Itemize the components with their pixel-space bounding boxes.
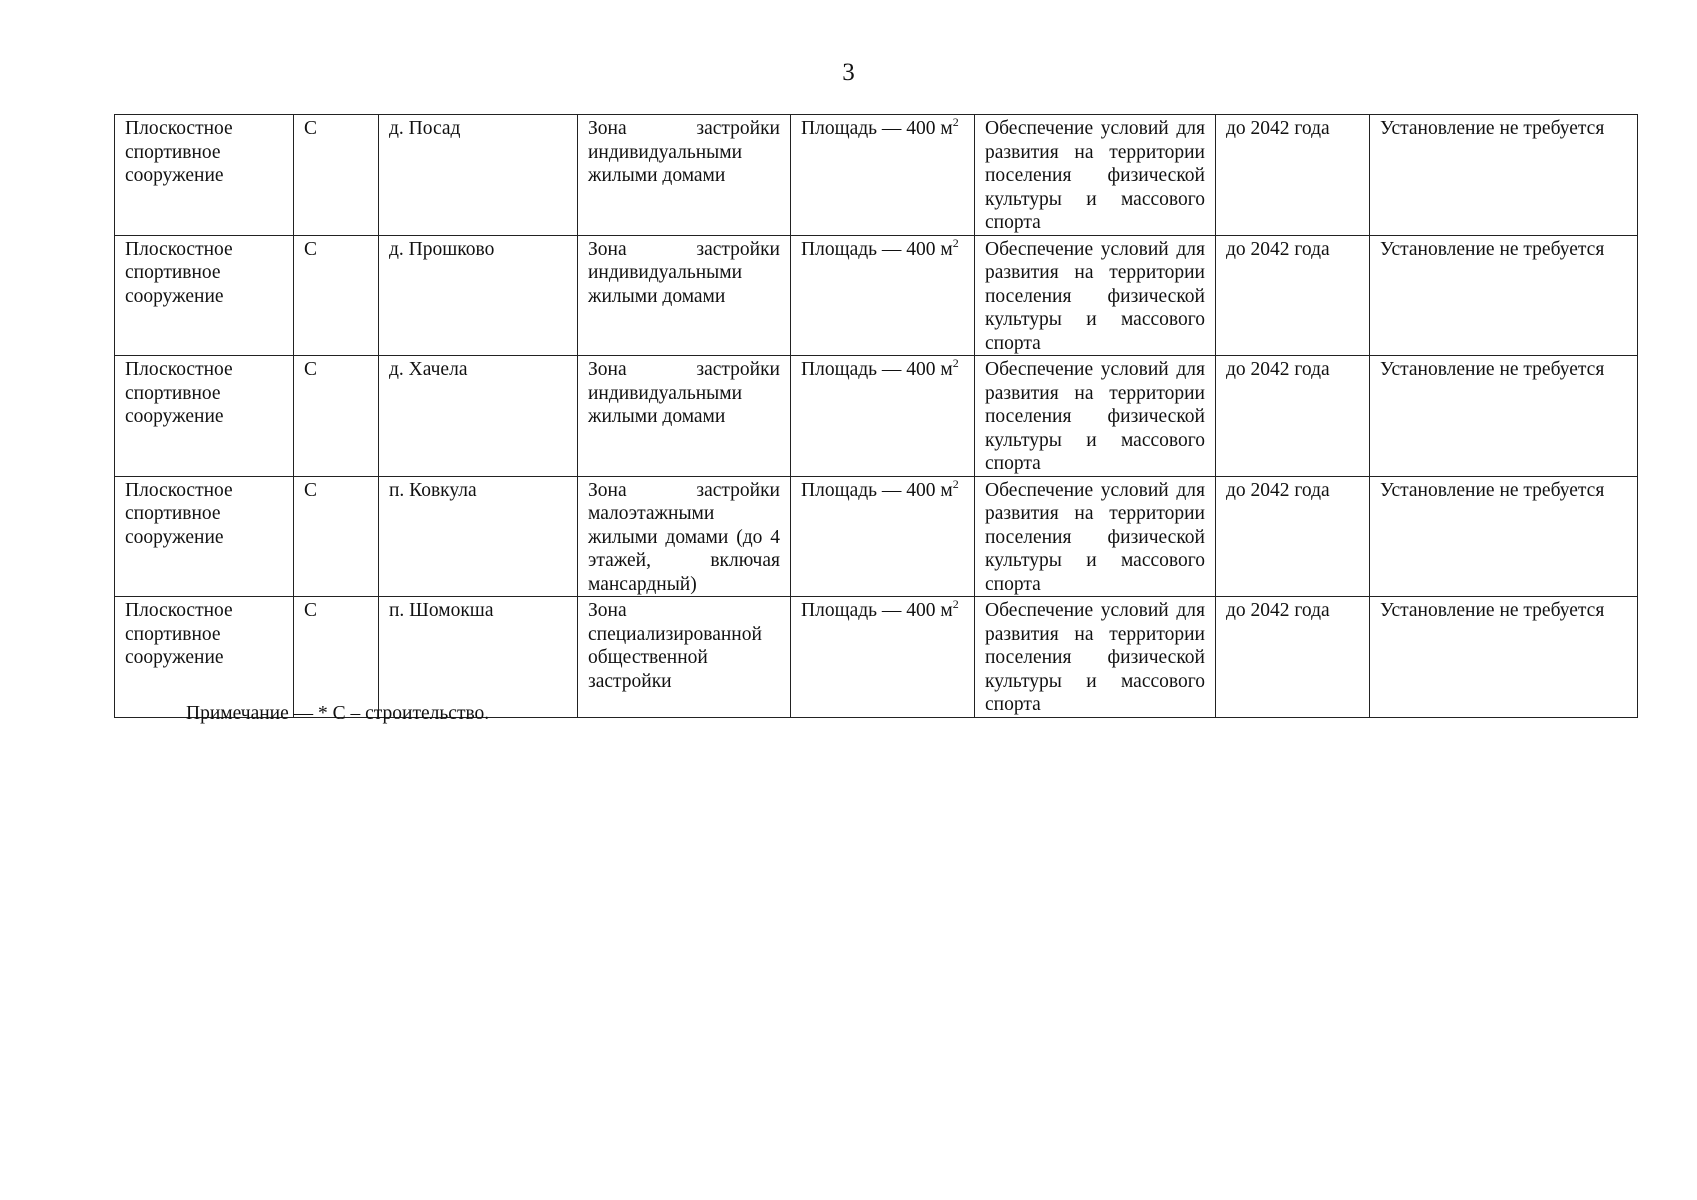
table-row — [115, 476, 1638, 597]
special-zones-cell: Установление не требуется — [1370, 115, 1638, 236]
characteristics-cell — [791, 356, 975, 477]
purpose-cell: Обеспечение условий для развития на территории поселения физической культуры и массового спорта — [975, 597, 1216, 718]
functional-zone-cell: Зона застройки индивидуальными жилыми домами — [578, 235, 791, 356]
characteristics-cell — [791, 597, 975, 718]
location-cell: д. Хачела — [379, 356, 578, 477]
objects-table — [114, 114, 1638, 718]
table-row — [115, 356, 1638, 477]
page-number: 3 — [842, 59, 855, 86]
location-cell: д. Прошково — [379, 235, 578, 356]
functional-zone-cell: Зона застройки индивидуальными жилыми домами — [578, 356, 791, 477]
area-unit-superscript: 2 — [952, 235, 959, 250]
table-row — [115, 597, 1638, 718]
area-unit-superscript: 2 — [952, 476, 959, 491]
deadline-cell: до 2042 года — [1216, 115, 1370, 236]
characteristics-cell — [791, 235, 975, 356]
area-unit-superscript: 2 — [952, 597, 959, 611]
area-text: Площадь — 400 м — [801, 600, 953, 621]
object-name-cell: Плоскостное спортивное сооружение — [115, 476, 294, 597]
location-cell: д. Посад — [379, 115, 578, 236]
special-zones-cell: Установление не требуется — [1370, 235, 1638, 356]
area-unit-superscript: 2 — [952, 115, 959, 129]
work-type-cell: С — [294, 597, 379, 718]
functional-zone-cell: Зона застройки малоэтажными жилыми домами (до 4 этажей, включая мансардный) — [578, 476, 791, 597]
table-note: Примечание — * С – строительство. — [186, 703, 490, 724]
deadline-cell: до 2042 года — [1216, 597, 1370, 718]
table-row — [115, 235, 1638, 356]
functional-zone-cell: Зона специализированной общественной застройки — [578, 597, 791, 718]
work-type-cell: С — [294, 115, 379, 236]
deadline-cell: до 2042 года — [1216, 356, 1370, 477]
purpose-cell: Обеспечение условий для развития на территории поселения физической культуры и массового спорта — [975, 476, 1216, 597]
location-cell: п. Шомокша — [379, 597, 578, 718]
characteristics-cell — [791, 476, 975, 597]
purpose-cell: Обеспечение условий для развития на территории поселения физической культуры и массового спорта — [975, 235, 1216, 356]
object-name-cell: Плоскостное спортивное сооружение — [115, 597, 294, 718]
characteristics-cell — [791, 115, 975, 236]
area-text: Площадь — 400 м — [801, 118, 953, 139]
special-zones-cell: Установление не требуется — [1370, 597, 1638, 718]
special-zones-cell: Установление не требуется — [1370, 356, 1638, 477]
area-text: Площадь — 400 м — [801, 359, 953, 380]
purpose-cell: Обеспечение условий для развития на территории поселения физической культуры и массового спорта — [975, 115, 1216, 236]
special-zones-cell: Установление не требуется — [1370, 476, 1638, 597]
object-name-cell: Плоскостное спортивное сооружение — [115, 115, 294, 236]
table-row — [115, 115, 1638, 236]
location-cell: п. Ковкула — [379, 476, 578, 597]
object-name-cell: Плоскостное спортивное сооружение — [115, 235, 294, 356]
functional-zone-cell: Зона застройки индивидуальными жилыми домами — [578, 115, 791, 236]
area-text: Площадь — 400 м — [801, 238, 953, 260]
purpose-cell: Обеспечение условий для развития на территории поселения физической культуры и массового спорта — [975, 356, 1216, 477]
deadline-cell: до 2042 года — [1216, 476, 1370, 597]
work-type-cell: С — [294, 476, 379, 597]
area-unit-superscript: 2 — [952, 356, 959, 370]
work-type-cell: С — [294, 235, 379, 356]
work-type-cell: С — [294, 356, 379, 477]
object-name-cell: Плоскостное спортивное сооружение — [115, 356, 294, 477]
area-text: Площадь — 400 м — [801, 479, 953, 501]
deadline-cell: до 2042 года — [1216, 235, 1370, 356]
